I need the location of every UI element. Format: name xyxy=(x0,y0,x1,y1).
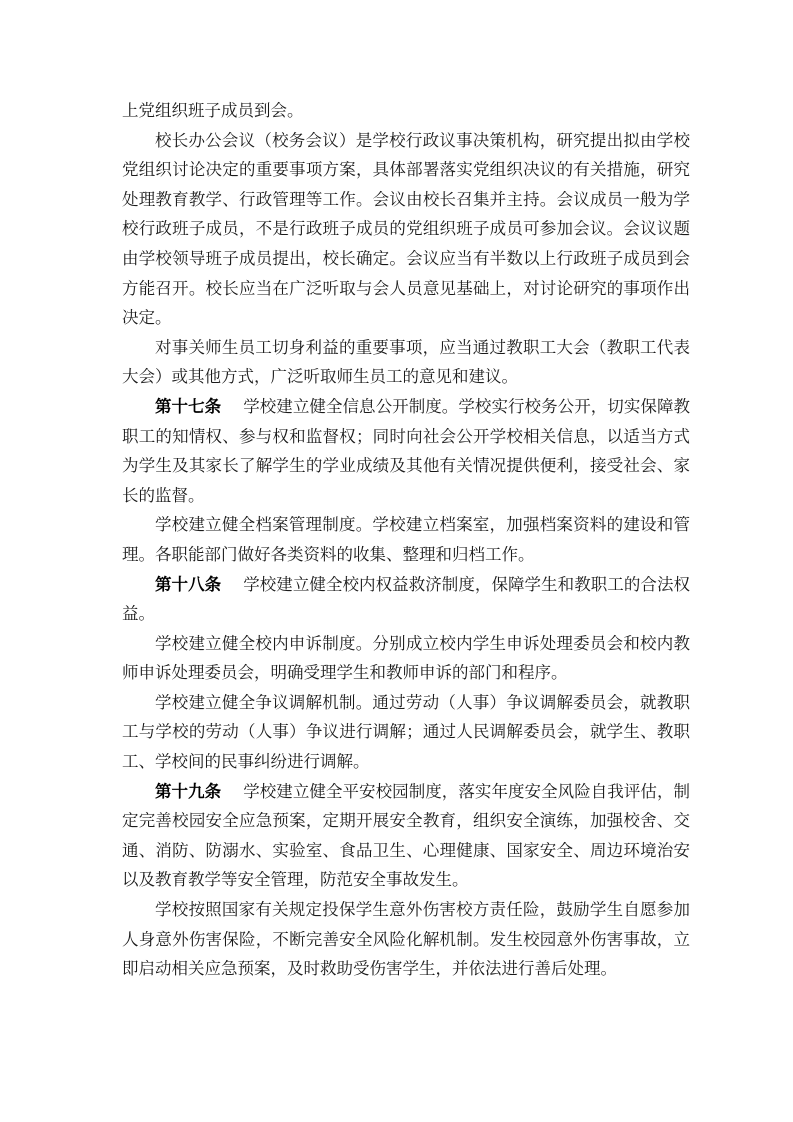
paragraph xyxy=(122,333,690,392)
paragraph-text: 校长办公会议（校务会议）是学校行政议事决策机构，研究提出拟由学校党组织讨论决定的重要事项方案，具体部署落实党组织决议的有关措施，研究处理教育教学、行政管理等工作。会议由校长召集并主持。会议成员一般为学校行政班子成员，不是行政班子成员的党组织班子成员可参加会议。会议议题由学校领导班子成员提出，校长确定。会议应当有半数以上行政班子成员到会方能召开。校长应当在广泛听取与会人员意见基础上，对讨论研究的事项作出决定。 xyxy=(122,130,690,328)
paragraph xyxy=(122,126,690,333)
paragraph-text: 学校建立健全校内申诉制度。分别成立校内学生申诉处理委员会和校内教师申诉处理委员会，明确受理学生和教师申诉的部门和程序。 xyxy=(122,633,690,683)
paragraph-text: 学校建立健全信息公开制度。学校实行校务公开，切实保障教职工的知情权、参与权和监督权；同时向社会公开学校相关信息，以适当方式为学生及其家长了解学生的学业成绩及其他有关情况提供便利，接受社会、家长的监督。 xyxy=(122,396,691,505)
paragraph xyxy=(122,510,690,569)
paragraph-text: 上党组织班子成员到会。 xyxy=(122,101,304,120)
paragraph-text: 学校建立健全争议调解机制。通过劳动（人事）争议调解委员会，就教职工与学校的劳动（人事）争议进行调解；通过人民调解委员会，就学生、教职工、学校间的民事纠纷进行调解。 xyxy=(122,692,690,772)
paragraph-text: 学校建立健全档案管理制度。学校建立档案室，加强档案资料的建设和管理。各职能部门做好各类资料的收集、整理和归档工作。 xyxy=(122,515,690,564)
article-heading: 第十九条 xyxy=(155,781,222,801)
paragraph xyxy=(122,96,690,126)
paragraph-text: 学校建立健全校内权益救济制度，保障学生和教职工的合法权益。 xyxy=(122,574,691,624)
paragraph-text: 学校按照国家有关规定投保学生意外伤害校方责任险，鼓励学生自愿参加人身意外伤害保险，不断完善安全风险化解机制。发生校园意外伤害事故，立即启动相关应急预案，及时救助受伤害学生，并依法进行善后处理。 xyxy=(122,900,690,979)
paragraph xyxy=(122,895,690,984)
article-18-paragraph xyxy=(122,570,690,629)
paragraph xyxy=(122,629,690,688)
article-heading: 第十八条 xyxy=(155,574,222,594)
paragraph-text: 学校建立健全平安校园制度，落实年度安全风险自我评估，制定完善校园安全应急预案，定期开展安全教育，组织安全演练，加强校舍、交通、消防、防溺水、实验室、食品卫生、心理健康、国家安全、周边环境治安以及教育教学等安全管理，防范安全事故发生。 xyxy=(122,781,691,890)
paragraph xyxy=(122,688,690,777)
article-17-paragraph xyxy=(122,392,690,510)
article-heading: 第十七条 xyxy=(155,396,222,416)
document-body xyxy=(122,96,690,984)
paragraph-text: 对事关师生员工切身利益的重要事项，应当通过教职工大会（教职工代表大会）或其他方式，广泛听取师生员工的意见和建议。 xyxy=(122,337,690,387)
article-19-paragraph xyxy=(122,777,690,895)
